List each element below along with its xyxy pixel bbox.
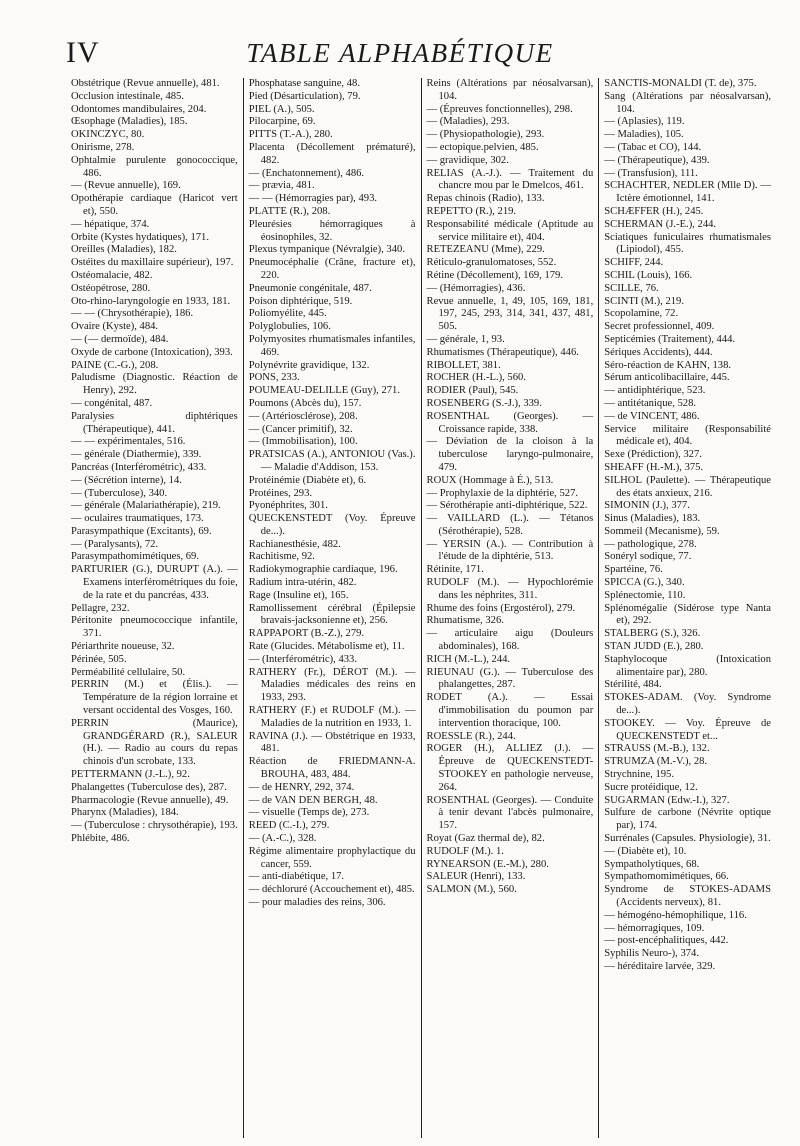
index-entry: RUDOLF (M.). — Hypochlorémie dans les néphrites, 311. (426, 577, 594, 601)
index-entry: — (Cancer primitif), 32. (248, 423, 353, 435)
index-entry: Rétine (Décollement), 169, 179. (426, 269, 564, 281)
index-entry: RETEZEANU (Mme), 229. (426, 244, 545, 256)
index-column-3 (421, 78, 599, 1138)
index-entry: Stérilité, 484. (604, 679, 662, 691)
index-entry: Perméabilité cellulaire, 50. (71, 666, 186, 678)
index-entry: RODIER (Paul), 545. (426, 385, 519, 397)
index-entry: Pharmacologie (Revue annuelle), 49. (71, 794, 229, 806)
index-entry: Pharynx (Maladies), 184. (71, 807, 179, 819)
index-entry: Sommeil (Mecanisme), 59. (604, 525, 720, 537)
index-entry: — visuelle (Temps de), 273. (248, 807, 370, 819)
index-entry: Rage (Insuline et), 165. (248, 589, 349, 601)
index-entry: PETTERMANN (J.-L.), 92. (71, 769, 190, 781)
index-entry: — ectopique.pelvien, 485. (426, 141, 539, 153)
index-entry: QUECKENSTEDT (Voy. Épreuve de...). (248, 513, 416, 537)
index-entry: STOKES-ADAM. (Voy. Syndrome de...). (604, 692, 771, 717)
index-entry: — (Immobilisation), 100. (248, 436, 358, 448)
index-entry: RIBOLLET, 381. (426, 359, 501, 371)
page-number: IV (66, 36, 100, 69)
index-entry: SCHÆFFER (H.), 245. (604, 205, 704, 217)
index-entry: Oreilles (Maladies), 182. (71, 244, 177, 256)
index-entry: Œsophage (Maladies), 185. (71, 116, 188, 128)
index-entry: SALEUR (Henri), 133. (426, 871, 526, 883)
index-entry: Sinus (Maladies), 183. (604, 513, 701, 525)
index-entry: — — (Hémorragies par), 493. (248, 193, 378, 205)
index-entry: Réticulo-granulomatoses, 552. (426, 257, 557, 269)
index-entry: Poison diphtérique, 519. (248, 295, 353, 307)
index-entry: Odontomes mandibulaires, 204. (71, 103, 207, 115)
index-entry: — déchloruré (Accouchement et), 485. (248, 884, 415, 896)
index-column-1 (66, 78, 243, 1138)
index-entry: — (Aplasies), 119. (604, 116, 685, 128)
index-entry: — de HENRY, 292, 374. (248, 781, 355, 793)
index-entry: SUGARMAN (Edw.-I.), 327. (604, 794, 730, 806)
index-entry: ROSENBERG (S.-J.), 339. (426, 397, 542, 409)
index-entry: STRUMZA (M.-V.), 28. (604, 756, 708, 768)
index-entry: SCHIFF, 244. (604, 257, 664, 269)
index-entry: Royat (Gaz thermal de), 82. (426, 833, 545, 845)
index-entry: Sulfure de carbone (Névrite optique par), 174. (604, 807, 771, 832)
index-entry: RATHERY (Fr.), DÉROT (M.). — Maladies médicales des reins en 1933, 293. (248, 666, 416, 704)
index-entry: Parasympathique (Excitants), 69. (71, 525, 212, 537)
index-entry: SANCTIS-MONALDI (T. de), 375. (604, 78, 757, 89)
index-entry: — gravidique, 302. (426, 154, 509, 166)
index-column-4 (598, 78, 776, 1138)
index-entry: Splénectomie, 110. (604, 589, 686, 601)
index-entry: Septicémies (Traitement), 444. (604, 333, 736, 345)
index-entry: — (Diabète et), 10. (604, 845, 687, 857)
index-entry: Pied (Désarticulation), 79. (248, 90, 361, 102)
index-entry: Ramollissement cérébral (Épilepsie bravais-jacksonienne et), 256. (248, 602, 416, 627)
index-entry: Radium intra-utérin, 482. (248, 577, 357, 589)
index-entry: STALBERG (S.), 326. (604, 628, 701, 640)
index-entry: — hémorragiques, 109. (604, 922, 705, 934)
index-entry: — post-encéphalitiques, 442. (604, 935, 729, 947)
index-entry: RAVINA (J.). — Obstétrique en 1933, 481. (248, 730, 416, 755)
index-entry: Revue annuelle, 1, 49, 105, 169, 181, 197, 245, 293, 314, 341, 437, 481, 505. (426, 295, 594, 333)
index-entry: RAPPAPORT (B.-Z.), 279. (248, 628, 365, 640)
index-entry: RELIAS (A.-J.). — Traitement du chancre mou par le Dmelcos, 461. (426, 167, 594, 192)
index-entry: Ophtalmie purulente gonococcique, 486. (71, 154, 238, 179)
index-entry: POUMEAU-DELILLE (Guy), 271. (248, 385, 400, 397)
index-entry: — (A.-C.), 328. (248, 833, 317, 845)
index-entry: Pellagre, 232. (71, 602, 130, 614)
index-entry: RUDOLF (M.). 1. (426, 845, 504, 857)
index-entry: Oxyde de carbone (Intoxication), 393. (71, 346, 233, 358)
index-entry: — congénital, 487. (71, 397, 153, 409)
index-entry: Pneumocéphalie (Crâne, fracture et), 220. (248, 257, 416, 281)
index-entry: Paralysies diphtériques (Thérapeutique), 441. (71, 410, 238, 435)
index-entry: Polymyosites rhumatismales infantiles, 469. (248, 333, 416, 358)
index-entry: Périarthrite noueuse, 32. (71, 641, 175, 653)
index-entry: — oculaires traumatiques, 173. (71, 513, 204, 525)
index-entry: — Déviation de la cloison à la tuberculose laryngo-pulmonaire, 479. (426, 436, 594, 473)
index-entry: — — (Chrysothérapie), 186. (71, 308, 194, 320)
index-entry: Polyglobulies, 106. (248, 321, 331, 333)
index-entry: Phosphatase sanguine, 48. (248, 78, 360, 89)
index-entry: Régime alimentaire prophylactique du cancer, 559. (248, 845, 416, 870)
index-entry: Obstétrique (Revue annuelle), 481. (71, 78, 220, 89)
index-entry: SCHIL (Louis), 166. (604, 269, 693, 281)
index-entry: SHEAFF (H.-M.), 375. (604, 461, 704, 473)
index-entry: RYNEARSON (E.-M.), 280. (426, 858, 549, 870)
index-entry: — anti-diabétique, 17. (248, 871, 345, 883)
index-entry: Phlébite, 486. (71, 833, 130, 845)
index-entry: — (Enchatonnement), 486. (248, 167, 365, 179)
index-entry: Placenta (Décollement prématuré), 482. (248, 141, 416, 166)
index-entry: — Sérothérapie anti-diphtérique, 522. (426, 500, 588, 512)
index-entry: Occlusion intestinale, 485. (71, 90, 184, 102)
index-entry: Sympatholytiques, 68. (604, 858, 700, 870)
index-entry: ROUX (Hommage à É.), 513. (426, 474, 554, 486)
index-entry: REPETTO (R.), 219. (426, 205, 517, 217)
index-entry: — (Sécrétion interne), 14. (71, 474, 182, 486)
index-entry: — (Physiopathologie), 293. (426, 129, 545, 141)
index-entry: — (Artériosclérose), 208. (248, 410, 358, 422)
index-entry: — générale (Diathermie), 339. (71, 449, 202, 461)
index-entry: Ostéites du maxillaire supérieur), 197. (71, 257, 234, 269)
index-entry: PRATSICAS (A.), ANTONIOU (Vas.). — Maladie d'Addison, 153. (248, 449, 416, 473)
index-entry: Paludisme (Diagnostic. Réaction de Henry), 292. (71, 372, 238, 397)
index-entry: — (— dermoïde), 484. (71, 333, 169, 345)
index-entry: Sexe (Prédiction), 327. (604, 449, 702, 461)
index-entry: PERRIN (M.) et (Élis.). — Température de la région lorraine et versant occidental des Vosges, 160. (71, 679, 238, 717)
index-entry: RIEUNAU (G.). — Tuberculose des phalangettes, 287. (426, 666, 594, 691)
index-entry: — VAILLARD (L.). — Tétanos (Sérothérapie), 528. (426, 513, 594, 537)
index-entry: — (Maladies), 293. (426, 116, 510, 128)
index-entry: — prævia, 481. (248, 180, 315, 192)
index-entry: ROESSLE (R.), 244. (426, 730, 516, 742)
index-entry: — YERSIN (A.). — Contribution à l'étude de la diphtérie, 513. (426, 538, 594, 563)
index-entry: Rate (Glucides. Métabolisme et), 11. (248, 641, 405, 653)
index-entry: SIMONIN (J.), 377. (604, 500, 690, 512)
index-entry: Plexus tympanique (Névralgie), 340. (248, 244, 405, 256)
index-entry: Sucre protéidique, 12. (604, 781, 698, 793)
index-entry: — (Thérapeutique), 439. (604, 154, 710, 166)
index-entry: — (Interférométric), 433. (248, 653, 357, 665)
index-entry: Sang (Altérations par néosalvarsan), 104. (604, 90, 771, 115)
index-entry: Responsabilité médicale (Aptitude au service militaire et), 404. (426, 218, 594, 243)
index-entry: Scopolamine, 72. (604, 308, 679, 320)
index-entry: PLATTE (R.), 208. (248, 205, 331, 217)
index-entry: Syphilis Neuro-), 374. (604, 948, 699, 960)
index-entry: — (Transfusion), 111. (604, 167, 698, 179)
index-entry: RICH (M.-L.), 244. (426, 653, 511, 665)
index-entry: Phalangettes (Tuberculose des), 287. (71, 781, 227, 793)
index-columns (66, 78, 776, 1138)
index-entry: PERRIN (Maurice), GRANDGÉRARD (R.), SALEUR (H.). — Radio au cours du repas chinois d'un scrobate, 133. (71, 717, 238, 768)
index-entry: ROCHER (H.-L.), 560. (426, 372, 526, 384)
index-entry: — héréditaire larvée, 329. (604, 960, 716, 972)
index-entry: Radiokymographie cardiaque, 196. (248, 564, 398, 576)
index-entry: Orbite (Kystes hydatiques), 171. (71, 231, 209, 243)
index-entry: Sciatiques funiculaires rhumatismales (Lipiodol), 455. (604, 231, 771, 256)
index-entry: ROSENTHAL (Georges). — Conduite à tenir devant l'abcès pulmonaire, 157. (426, 794, 594, 832)
index-entry: — (Paralysants), 72. (71, 538, 159, 550)
index-entry: Opothérapie cardiaque (Haricot vert et), 550. (71, 193, 238, 217)
index-entry: — (Tabac et CO), 144. (604, 141, 702, 153)
index-entry: Pyonéphrites, 301. (248, 500, 328, 512)
index-entry: — de VAN DEN BERGH, 48. (248, 794, 378, 806)
index-entry: Staphylocoque (Intoxication alimentaire par), 280. (604, 653, 771, 678)
index-entry: Rhume des foins (Ergostérol), 279. (426, 602, 576, 614)
index-entry: REED (C.-I.), 279. (248, 820, 330, 832)
index-entry: — pour maladies des reins, 306. (248, 897, 386, 908)
index-entry: Protéines, 293. (248, 487, 313, 499)
index-entry: Parasympathomimétiques, 69. (71, 551, 199, 563)
index-entry: Syndrome de STOKES-ADAMS (Accidents nerveux), 81. (604, 884, 771, 908)
index-entry: Périnée, 505. (71, 653, 127, 665)
index-entry: — hépatique, 374. (71, 218, 150, 230)
index-entry: Sérum anticolibacillaire, 445. (604, 372, 730, 384)
index-entry: — Maladies), 105. (604, 129, 684, 141)
index-entry: Poliomyélite, 445. (248, 308, 327, 320)
index-entry: Rhumatismes (Thérapeutique), 446. (426, 346, 579, 358)
index-entry: PITTS (T.-A.), 280. (248, 129, 333, 141)
index-entry: Repas chinois (Radio), 133. (426, 193, 545, 205)
index-entry: — générale, 1, 93. (426, 333, 505, 345)
index-entry: Oto-rhino-laryngologie en 1933, 181. (71, 295, 231, 307)
index-entry: — (Tuberculose : chrysothérapie), 193. (71, 820, 238, 832)
index-entry: — (Revue annuelle), 169. (71, 180, 181, 192)
index-entry: — articulaire aigu (Douleurs abdominales), 168. (426, 628, 594, 653)
index-entry: Secret professionnel, 409. (604, 321, 715, 333)
index-entry: Séro-réaction de KAHN, 138. (604, 359, 732, 371)
index-entry: Spartéine, 76. (604, 564, 663, 576)
index-entry: Sympathomomimétiques, 66. (604, 871, 729, 883)
index-entry: STRAUSS (M.-B.), 132. (604, 743, 710, 755)
index-entry: Rétinite, 171. (426, 564, 484, 576)
index-entry: Pleurésies hémorragiques à éosinophiles, 32. (248, 218, 416, 243)
index-entry: — — expérimentales, 516. (71, 436, 186, 448)
index-entry: — antidiphtérique, 523. (604, 385, 706, 397)
index-entry: OKINCZYC, 80. (71, 129, 145, 141)
index-entry: Ovaire (Kyste), 484. (71, 321, 159, 333)
index-entry: ROGER (H.), ALLIEZ (J.). — Épreuve de QUECKENSTEDT-STOOKEY en pathologie nerveuse, 264. (426, 743, 594, 793)
index-entry: — (Hémorragies), 436. (426, 282, 526, 294)
index-entry: RODET (A.). — Essai d'immobilisation du poumon par intervention thoracique, 100. (426, 692, 594, 729)
index-entry: Sonéryl sodique, 77. (604, 551, 692, 563)
index-entry: — antitétanique, 528. (604, 397, 697, 409)
index-column-2 (243, 78, 421, 1138)
index-entry: SALMON (M.), 560. (426, 884, 517, 896)
index-entry: PARTURIER (G.), DURUPT (A.). — Examens interférométriques du foie, de la rate et du pancréas, 433. (71, 564, 238, 601)
index-entry: Rachitisme, 92. (248, 551, 315, 563)
index-entry: SCINTI (M.), 219. (604, 295, 684, 307)
index-entry: Service militaire (Responsabilité médicale et), 404. (604, 423, 771, 448)
index-entry: PIEL (A.), 505. (248, 103, 315, 115)
index-entry: Sériques Accidents), 444. (604, 346, 713, 358)
index-entry: STAN JUDD (E.), 280. (604, 641, 704, 653)
index-entry: Pilocarpine, 69. (248, 116, 316, 128)
index-entry: Ostéomalacie, 482. (71, 269, 153, 281)
index-entry: — (Épreuves fonctionnelles), 298. (426, 103, 573, 115)
index-entry: SPICCA (G.), 340. (604, 577, 685, 589)
index-entry: Polynévrite gravidique, 132. (248, 359, 370, 371)
index-entry: — de VINCENT, 486. (604, 410, 700, 422)
index-entry: Protéinémie (Diabète et), 6. (248, 474, 367, 486)
index-entry: Ostéopétrose, 280. (71, 282, 151, 294)
index-entry: Poumons (Abcès du), 157. (248, 397, 362, 409)
index-entry: — Prophylaxie de la diphtérie, 527. (426, 487, 579, 499)
index-entry: SCHACHTER, NEDLER (Mlle D). — Ictère émotionnel, 141. (604, 180, 771, 205)
page-header (0, 22, 800, 72)
index-entry: Splénomégalie (Sidérose type Nanta et), 292. (604, 602, 771, 627)
page-title: TABLE ALPHABÉTIQUE (246, 38, 554, 68)
index-entry: — pathologique, 278. (604, 538, 697, 550)
index-entry: — (Tuberculose), 340. (71, 487, 168, 499)
index-entry: Strychnine, 195. (604, 769, 674, 781)
index-entry: RATHERY (F.) et RUDOLF (M.). — Maladies de la nutrition en 1933, 1. (248, 705, 416, 729)
index-entry: Rhumatisme, 326. (426, 615, 504, 627)
index-entry: Pneumonie congénitale, 487. (248, 282, 372, 294)
index-entry: PAINE (C.-G.), 208. (71, 359, 159, 371)
index-entry: Pancréas (Interférométric), 433. (71, 461, 207, 473)
index-entry: Reins (Altérations par néosalvarsan), 104. (426, 78, 594, 102)
index-entry: — générale (Malariathérapie), 219. (71, 500, 221, 512)
index-entry: STOOKEY. — Voy. Épreuve de QUECKENSTEDT et... (604, 717, 771, 742)
index-entry: SCHERMAN (J.-E.), 244. (604, 218, 717, 230)
index-entry: Péritonite pneumococcique infantile, 371. (71, 615, 238, 640)
index-entry: ROSENTHAL (Georges). — Croissance rapide, 338. (426, 410, 594, 435)
index-entry: Onirisme, 278. (71, 141, 135, 153)
index-entry: SILHOL (Paulette). — Thérapeutique des états anxieux, 216. (604, 474, 771, 499)
index-entry: — hémogéno-hémophilique, 116. (604, 909, 747, 921)
index-entry: SCILLE, 76. (604, 282, 659, 294)
index-entry: Réaction de FRIEDMANN-A. BROUHA, 483, 484. (248, 756, 416, 781)
index-entry: Surrénales (Capsules. Physiologie), 31. (604, 833, 771, 845)
index-entry: PONS, 233. (248, 372, 300, 384)
index-entry: Rachianesthésie, 482. (248, 538, 341, 550)
